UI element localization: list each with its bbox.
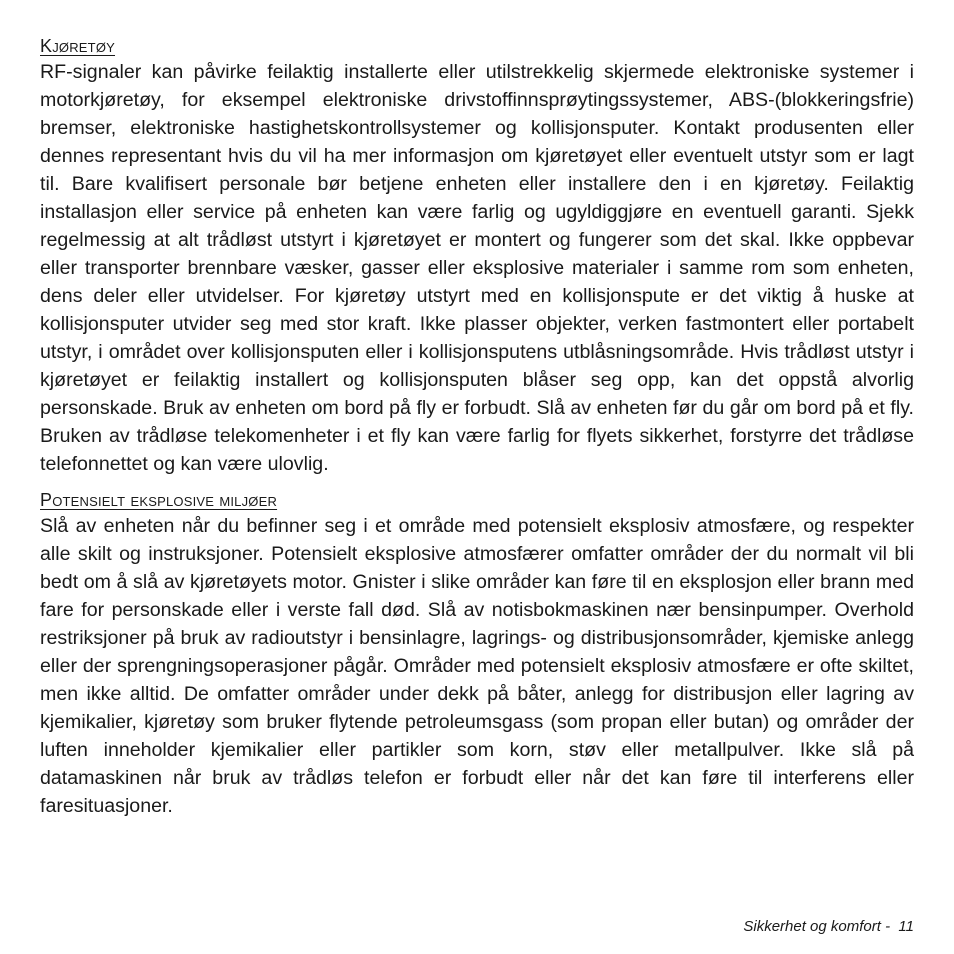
page-number: 11 [898, 918, 914, 935]
footer-separator: - [880, 918, 899, 935]
page-footer [743, 918, 914, 936]
section-heading-explosive-environments: Potensielt eksplosive miljøer [40, 490, 278, 510]
section-heading-vehicle: Kjøretøy [40, 36, 116, 56]
section-body-vehicle: RF-signaler kan påvirke feilaktig installerte eller utilstrekkelig skjermede elektroniske systemer i motorkjøretøy, for eksempel elektroniske drivstoffinnsprøytingssystemer, ABS-(blokkeringsfrie) bremser, elektroniske hastighetskontrollsystemer og kollisjonsputer. Kontakt produsenten eller dennes representant hvis du vil ha mer informasjon om kjøretøyet eller eventuelt utstyr som er lagt til. Bare kvalifisert personale bør betjene enheten eller installere den i en kjøretøy. Feilaktig installasjon eller service på enheten kan være farlig og ugyldiggjøre en eventuell garanti. Sjekk regelmessig at alt trådløst utstyrt i kjøretøyet er montert og fungerer som det skal. Ikke oppbevar eller transporter brennbare væsker, gasser eller eksplosive materialer i samme rom som enheten, dens deler eller utvidelser. For kjøretøy utstyrt med en kollisjonspute er det viktig å huske at kollisjonsputer utvider seg med stor kraft. Ikke plasser objekter, verken fastmontert eller portabelt utstyr, i området over kollisjonsputen eller i kollisjonsputens utblåsningsområde. Hvis trådløst utstyr i kjøretøyet er feilaktig installert og kollisjonsputen blåser seg opp, kan det oppstå alvorlig personskade. Bruk av enheten om bord på fly er forbudt. Slå av enheten før du går om bord på et fly. Bruken av trådløse telekomenheter i et fly kan være farlig for flyets sikkerhet, forstyrre det trådløse telefonnettet og kan være ulovlig. [40, 61, 914, 475]
section-vehicle [40, 34, 914, 478]
document-page [40, 34, 914, 820]
section-body-explosive-environments: Slå av enheten når du befinner seg i et område med potensielt eksplosiv atmosfære, og respekter alle skilt og instruksjoner. Potensielt eksplosive atmosfærer omfatter områder der du normalt vil bli bedt om å slå av kjøretøyets motor. Gnister i slike områder kan føre til en eksplosjon eller brann med fare for personskade eller i verste fall død. Slå av notisbokmaskinen nær bensinpumper. Overhold restriksjoner på bruk av radioutstyr i bensinlagre, lagrings- og distribusjonsområder, kjemiske anlegg eller der sprengningsoperasjoner pågår. Områder med potensielt eksplosiv atmosfære er ofte skiltet, men ikke alltid. De omfatter områder under dekk på båter, anlegg for distribusjon eller lagring av kjemikalier, kjøretøy som bruker flytende petroleumsgass (som propan eller butan) og områder der luften inneholder kjemikalier eller partikler som korn, støv eller metallpulver. Ikke slå på datamaskinen når bruk av trådløs telefon er forbudt eller når det kan føre til interferens eller faresituasjoner. [40, 515, 914, 817]
section-explosive-environments [40, 478, 914, 820]
footer-title: Sikkerhet og komfort [743, 918, 881, 935]
